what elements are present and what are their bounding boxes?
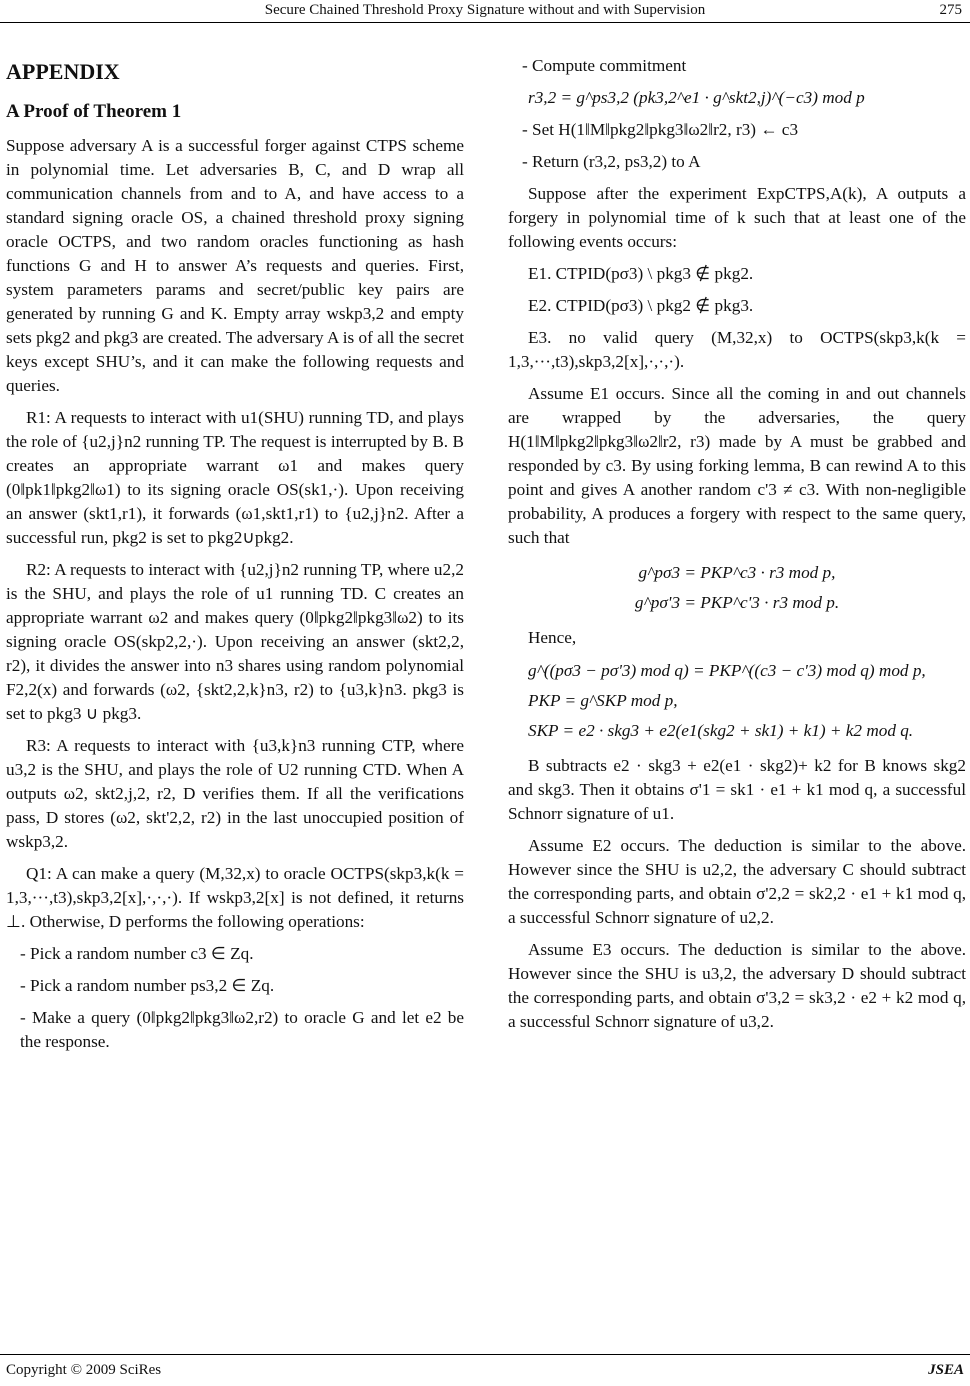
paragraph-r2: R2: A requests to interact with {u2,j}n2 running TP, where u2,2 is the SHU, and plays the role of u1 running TD. C creates an appropriate warrant ω2 and makes query (0‖pkg2‖pkg3‖ω2) to its signing oracle OS(skp2,2,·). Upon receiving an answer (skt2,2, r2), it divides the answer into n3 shares using random polynomial F2,2(x) and forwards (ω2, {skt2,2,k}n3, r2) to {u3,k}n3. pkg3 is set to pkg3 ∪ pkg3. (6, 560, 464, 723)
copyright-notice: Copyright © 2009 SciRes (6, 1362, 162, 1378)
paragraph-r3: R3: A requests to interact with {u3,k}n3 running CTP, where u3,2 is the SHU, and plays the role of U2 running CTD. When A outputs ω2, skt2,j,2, r2, D verifies them. If all the verifications pass, D stores (ω2, skt'2,2, r2) in the last unoccupied position of wskp3,2. (6, 736, 464, 851)
page-footer (0, 1354, 970, 1382)
event-e1: E1. CTPID(pσ3) \ pkg3 ∉ pkg2. (528, 264, 754, 283)
footer-rule (0, 1354, 970, 1355)
step-pick-ps: - Pick a random number ps3,2 ∈ Zq. (20, 976, 275, 995)
equation-hence-1: g^((pσ3 − pσ'3) mod q) = PKP^((c3 − c'3) mod q) mod p, (528, 661, 926, 680)
event-e2: E2. CTPID(pσ3) \ pkg2 ∉ pkg3. (528, 296, 754, 315)
equation-forgery-1: g^pσ3 = PKP^c3 · r3 mod p, (638, 563, 836, 582)
page-header (0, 0, 970, 24)
paragraph-intro: Suppose adversary A is a successful forger against CTPS scheme in polynomial time. Let adversaries B, C, and D wrap all communication channels from and to A, and have access to a standard signing oracle OS, a chained threshold proxy signing oracle OCTPS, and two random oracles functioning as hash functions G and H to answer A’s requests and queries. First, system parameters params and secret/public key pairs are generated by running G and K. Empty array wskp3,2 and empty sets pkg2 and pkg3 are created. The adversary A is of all the secret keys except SHU’s, and it can make the following requests and queries. (6, 136, 464, 395)
section-heading: A Proof of Theorem 1 (6, 101, 182, 122)
paragraph-experiment: Suppose after the experiment ExpCTPS,A(k), A outputs a forgery in polynomial time of k such that at least one of the following events occurs: (508, 184, 966, 251)
equation-hence-2: PKP = g^SKP mod p, (528, 691, 678, 710)
page-number: 275 (939, 2, 962, 18)
paragraph-r1: R1: A requests to interact with u1(SHU) running TD, and plays the role of {u2,j}n2 running TP. The request is interrupted by B. B creates an appropriate warrant ω1 and makes query (0‖pk1‖pkg2‖ω1) to its signing oracle OS(sk1,·). Upon receiving an answer (skt1,r1), it forwards (ω1,skt1,r1) to {u2,j}n2. After a successful run, pkg2 is set to pkg2∪pkg2. (6, 408, 464, 547)
equation-forgery-block (508, 558, 966, 618)
step-return: - Return (r3,2, ps3,2) to A (522, 152, 701, 171)
header-rule (0, 22, 970, 23)
left-column (6, 54, 464, 1062)
hence-label: Hence, (528, 628, 577, 647)
paragraph-b-subtracts: B subtracts e2 · skg3 + e2(e1 · skg2)+ k2 for B knows skg2 and skg3. Then it obtains σ'1 = sk1 · e1 + k1 mod q, a successful Schnorr signature of u1. (508, 756, 966, 823)
paragraph-assume-e1: Assume E1 occurs. Since all the coming in and out channels are wrapped by the adversaries, the query H(1‖M‖pkg2‖pkg3‖ω2‖r2, r3) made by A must be grabbed and responded by c3. By using forking lemma, B can rewind A to this point and gives A another random c'3 ≠ c3. With non-negligible probability, A produces a forgery with respect to the same query, such that (508, 384, 966, 547)
right-column (508, 54, 966, 1042)
step-compute-commitment: - Compute commitment (522, 56, 687, 75)
paragraph-assume-e2: Assume E2 occurs. The deduction is similar to the above. However since the SHU is u2,2, the adversary C should subtract the corresponding parts, and obtain σ'2,2 = sk2,2 · e1 + k1 mod q, a successful Schnorr signature of u2,2. (508, 836, 966, 927)
step-pick-c3: - Pick a random number c3 ∈ Zq. (20, 944, 254, 963)
step-set-h: - Set H(1‖M‖pkg2‖pkg3‖ω2‖r2, r3) ← c3 (522, 120, 799, 139)
equation-forgery-2: g^pσ'3 = PKP^c'3 · r3 mod p. (634, 593, 840, 612)
step-query-g: - Make a query (0‖pkg2‖pkg3‖ω2,r2) to oracle G and let e2 be the response. (20, 1008, 464, 1051)
event-e3: E3. no valid query (M,32,x) to OCTPS(skp3,k(k = 1,3,···,t3),skp3,2[x],·,·,·). (508, 328, 966, 371)
journal-name: JSEA (928, 1362, 964, 1378)
appendix-heading: APPENDIX (6, 59, 120, 84)
equation-hence-3: SKP = e2 · skg3 + e2(e1(skg2 + sk1) + k1) + k2 mod q. (528, 721, 914, 740)
running-title: Secure Chained Threshold Proxy Signature without and with Supervision (264, 2, 706, 18)
equation-hence-block (508, 656, 966, 746)
paragraph-assume-e3: Assume E3 occurs. The deduction is similar to the above. However since the SHU is u3,2, the adversary D should subtract the corresponding parts, and obtain σ'3,2 = sk3,2 · e2 + k2 mod q, a successful Schnorr signature of u3,2. (508, 940, 966, 1031)
equation-commitment: r3,2 = g^ps3,2 (pk3,2^e1 · g^skt2,j)^(−c3) mod p (528, 88, 865, 107)
paragraph-q1: Q1: A can make a query (M,32,x) to oracle OCTPS(skp3,k(k = 1,3,···,t3),skp3,2[x],·,·,·). If wskp3,2[x] is not defined, it returns ⊥. Otherwise, D performs the following operations: (6, 864, 464, 931)
